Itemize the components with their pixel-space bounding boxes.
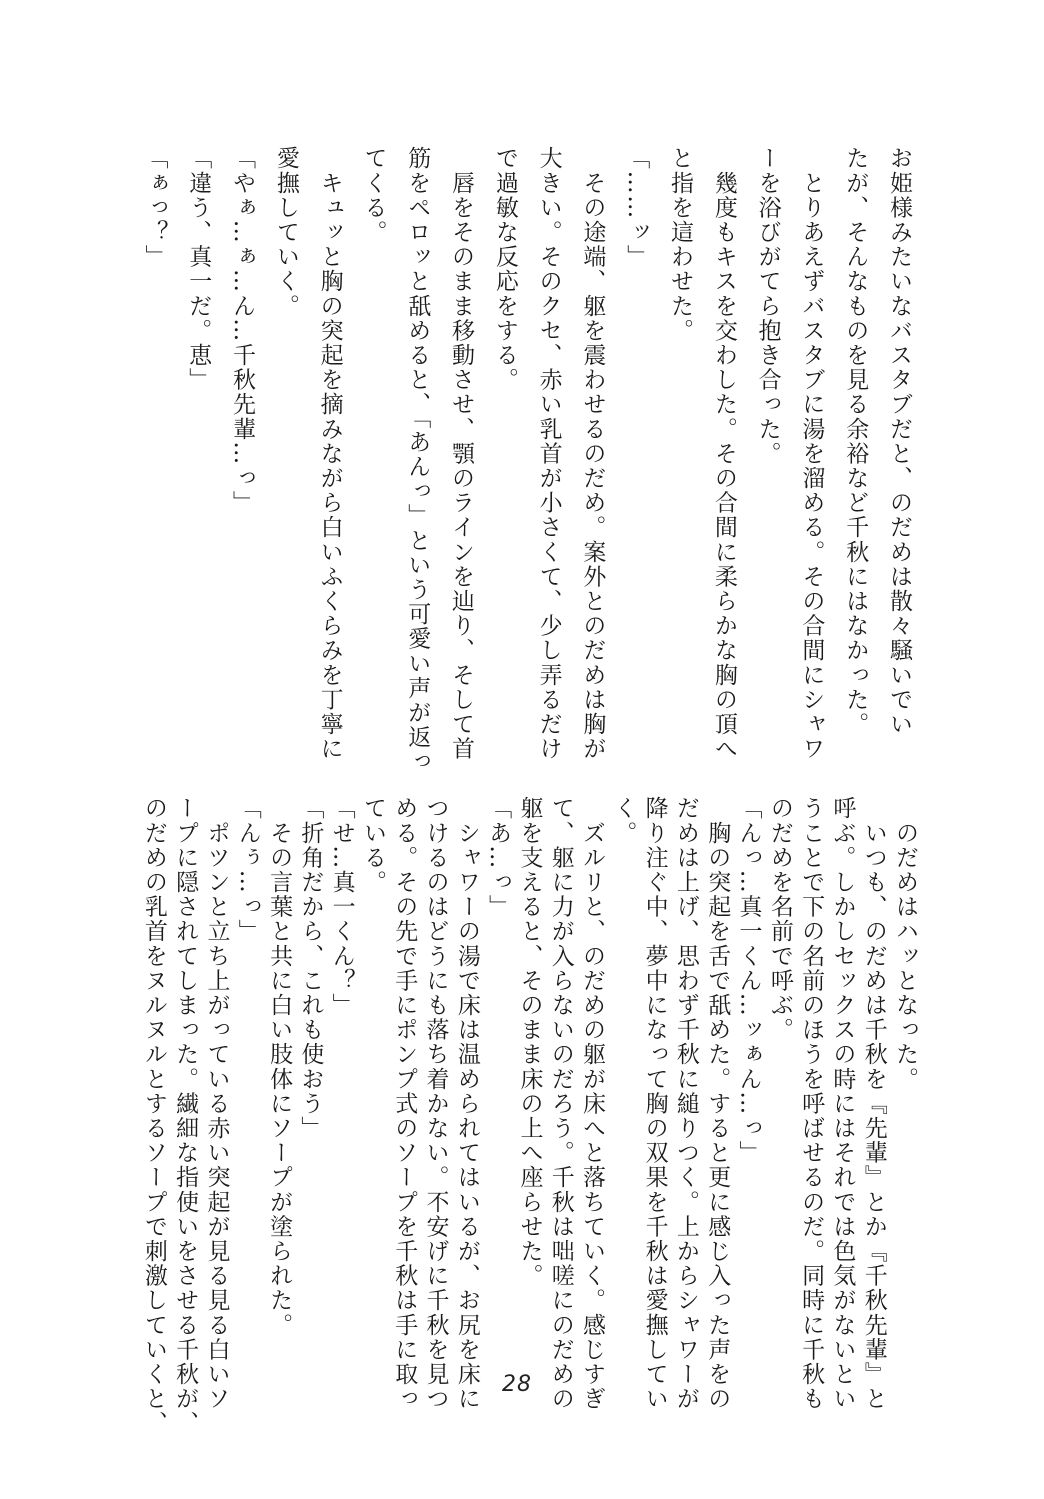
text-line: と指を這わせた。 — [667, 146, 694, 343]
text-line: てくる。 — [360, 146, 387, 245]
text-block-bottom — [138, 796, 920, 1436]
text-line: とりあえずバスタブに湯を溜める。その合間にシャワ — [798, 146, 825, 761]
text-line: 「折角だから、これも使おう」 — [297, 796, 324, 1141]
text-line: ポツンと立ち上がっている赤い突起が見る見る白いソ — [203, 796, 230, 1411]
text-line: シャワーの湯で床は温められてはいるが、お尻を床に — [453, 796, 480, 1411]
text-line: く。 — [610, 796, 637, 846]
text-line: める。その先で手にポンプ式のソープを千秋は手に取っ — [391, 796, 418, 1411]
text-line: 愛撫していく。 — [272, 146, 299, 319]
text-line: たが、そんなものを見る余裕など千秋にはなかった。 — [842, 146, 869, 737]
text-line: のだめの乳首をヌルヌルとするソープで刺激していくと、 — [140, 796, 167, 1436]
text-line: のだめを名前で呼ぶ。 — [766, 796, 793, 1042]
text-line: 呼ぶ。しかしセックスの時にはそれでは色気がないとい — [829, 796, 856, 1411]
text-line: ている。 — [359, 796, 386, 895]
text-line: 「……ッ」 — [623, 146, 650, 269]
text-line: その言葉と共に白い肢体にソープが塗られた。 — [266, 796, 293, 1338]
text-line: お姫様みたいなバスタブだと、のだめは散々騒いでい — [886, 146, 912, 737]
text-line: 「んぅ…っ」 — [234, 796, 261, 944]
text-line: のだめはハッとなった。 — [892, 796, 918, 1092]
text-line: 幾度もキスを交わした。その合間に柔らかな胸の頂へ — [710, 146, 737, 761]
text-line: ーを浴びがてら抱き合った。 — [754, 146, 781, 466]
text-line: 唇をそのまま移動させ、顎のラインを辿り、そして首 — [448, 146, 475, 761]
text-line: キュッと胸の突起を摘みながら白いふくらみを丁寧に — [316, 146, 343, 761]
text-line: ズルリと、のだめの躯が床へと落ちていく。感じすぎ — [579, 796, 606, 1411]
page-number: 28 — [502, 1372, 532, 1397]
text-line: 「せ…真一くん？」 — [328, 796, 355, 1018]
text-line: 「やぁ…ぁ…ん…千秋先輩…っ」 — [229, 146, 256, 515]
text-line: 降り注ぐ中、夢中になって胸の双果を千秋は愛撫してい — [641, 796, 668, 1411]
text-line: ープに隠されてしまった。繊細な指使いをさせる千秋が、 — [172, 796, 199, 1436]
text-line: 大きい。そのクセ、赤い乳首が小さくて、少し弄るだけ — [535, 146, 562, 761]
text-line: で過敏な反応をする。 — [491, 146, 518, 392]
text-line: だめは上げ、思わず千秋に縋りつく。上からシャワーが — [672, 796, 699, 1411]
text-block-top — [132, 146, 920, 776]
text-line: つけるのはどうにも落ち着かない。不安げに千秋を見つ — [422, 796, 449, 1411]
text-line: 「ぁっ？」 — [141, 146, 168, 269]
text-line: て、躯に力が入らないのだろう。千秋は咄嗟にのだめの — [547, 796, 574, 1411]
text-line: 躯を支えると、そのまま床の上へ座らせた。 — [516, 796, 543, 1288]
text-line: 胸の突起を舌で舐めた。すると更に感じ入った声をの — [704, 796, 731, 1411]
text-line: その途端、躯を震わせるのだめ。案外とのだめは胸が — [579, 146, 606, 761]
text-line: 「んっ…真一くん…ッぁん…っ」 — [735, 796, 762, 1165]
text-line: 「違う、真一だ。恵」 — [185, 146, 212, 392]
text-line: 筋をペロッと舐めると、「あんっ」という可愛い声が返っ — [404, 146, 431, 775]
text-line: 「あ…っ」 — [485, 796, 512, 919]
text-line: いつも、のだめは千秋を『先輩』とか『千秋先輩』と — [860, 796, 887, 1411]
text-line: うことで下の名前のほうを呼ばせるのだ。同時に千秋も — [798, 796, 825, 1411]
